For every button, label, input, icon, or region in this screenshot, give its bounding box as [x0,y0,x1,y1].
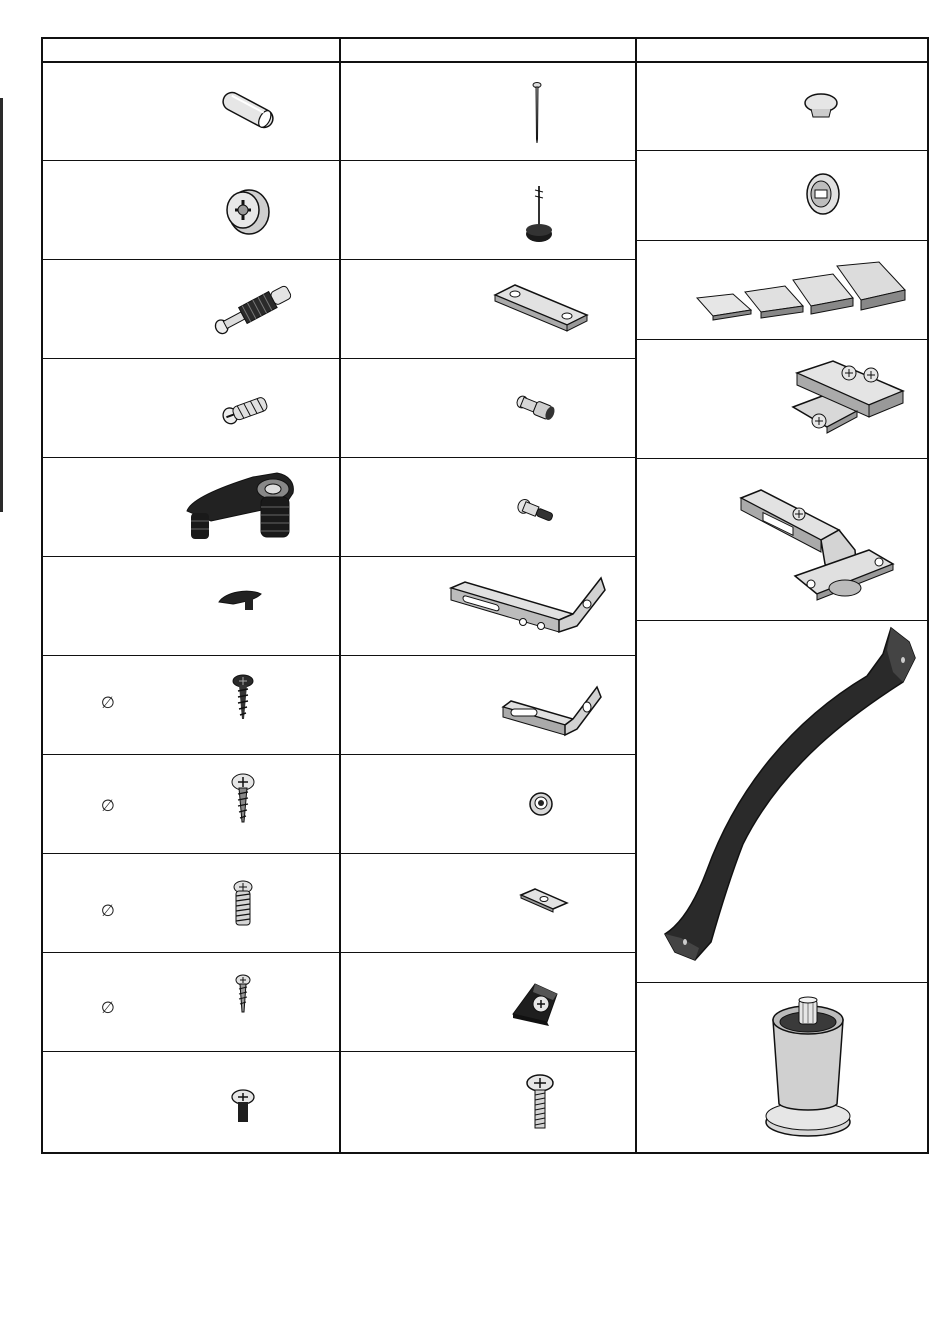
part-cell-euro-screw [43,853,339,953]
part-cell-wood-screw-a [43,655,339,755]
hinge-mounting-plate-icon [785,355,909,449]
part-cell-flat-washer-plate [341,853,637,953]
part-cell-cover-cap-recessed [637,150,929,241]
wooden-dowel-icon [213,85,283,135]
part-cell-cam-lock-housing [43,160,339,260]
pan-head-screw-icon [229,1087,257,1127]
column-header-1 [43,39,339,63]
part-cell-shelf-support-wing [43,556,339,656]
part-cell-flat-connector-plate [341,259,637,359]
part-cell-wood-screw-b [43,754,339,854]
flat-connector-plate-icon [487,277,591,343]
part-cell-l-bracket-small [341,655,637,755]
part-cell-curved-handle [637,620,929,983]
parts-column-3 [635,39,929,1152]
part-cell-glide-pads [637,240,929,340]
column-header-2 [341,39,637,63]
parts-table [41,37,929,1154]
diameter-symbol: ∅ [101,796,115,815]
part-cell-wooden-dowel [43,61,339,161]
adjustable-leg-icon [753,992,863,1142]
part-cell-insert-dowel [43,358,339,458]
binding-edge-strip [0,98,3,512]
cam-connector-bolt-icon [207,277,307,339]
part-cell-panel-nail [341,61,637,161]
part-cell-concealed-hinge [637,458,929,621]
plastic-bushing-icon [527,790,555,818]
part-cell-furniture-glide-nail [341,160,637,260]
small-wood-screw-icon [231,974,255,1014]
part-cell-cover-cap [637,61,929,151]
insert-dowel-icon [219,386,279,432]
l-bracket-large-icon [445,570,611,644]
flat-washer-plate-icon [517,885,571,917]
cam-lock-housing-icon [219,182,275,238]
cover-cap-icon [801,91,841,121]
glide-pads-icon [693,258,913,322]
part-cell-hinge-mounting-plate [637,339,929,459]
corner-block-icon [507,976,563,1028]
part-cell-corner-block [341,952,637,1052]
machine-screw-icon [523,1073,557,1133]
shelf-support-wing-icon [215,582,275,622]
curved-handle-icon [653,624,923,968]
concealed-hinge-icon [733,484,903,608]
shelf-pin-icon [515,495,561,529]
diameter-symbol: ∅ [101,901,115,920]
parts-column-1 [43,39,339,1152]
diameter-symbol: ∅ [101,693,115,712]
part-cell-plastic-cam-connector [43,457,339,557]
part-cell-plastic-bushing [341,754,637,854]
wood-screw-icon [229,772,257,826]
part-cell-pan-head-screw [43,1051,339,1154]
diameter-symbol: ∅ [101,998,115,1017]
furniture-glide-nail-icon [521,182,557,246]
column-header-3 [637,39,929,63]
wood-screw-icon [229,673,257,723]
cover-cap-recessed-icon [803,170,843,218]
l-bracket-small-icon [497,673,607,737]
plastic-cam-connector-icon [181,463,301,547]
part-cell-shelf-pin [341,457,637,557]
part-cell-cam-connector-bolt [43,259,339,359]
part-cell-l-bracket-large [341,556,637,656]
panel-nail-icon [527,81,547,145]
shelf-pin-sleeved-icon [513,390,561,426]
part-cell-machine-screw [341,1051,637,1154]
part-cell-adjustable-leg [637,982,929,1154]
part-cell-shelf-pin-sleeved [341,358,637,458]
part-cell-small-wood-screw [43,952,339,1052]
euro-screw-icon [229,879,257,929]
parts-column-2 [339,39,637,1152]
